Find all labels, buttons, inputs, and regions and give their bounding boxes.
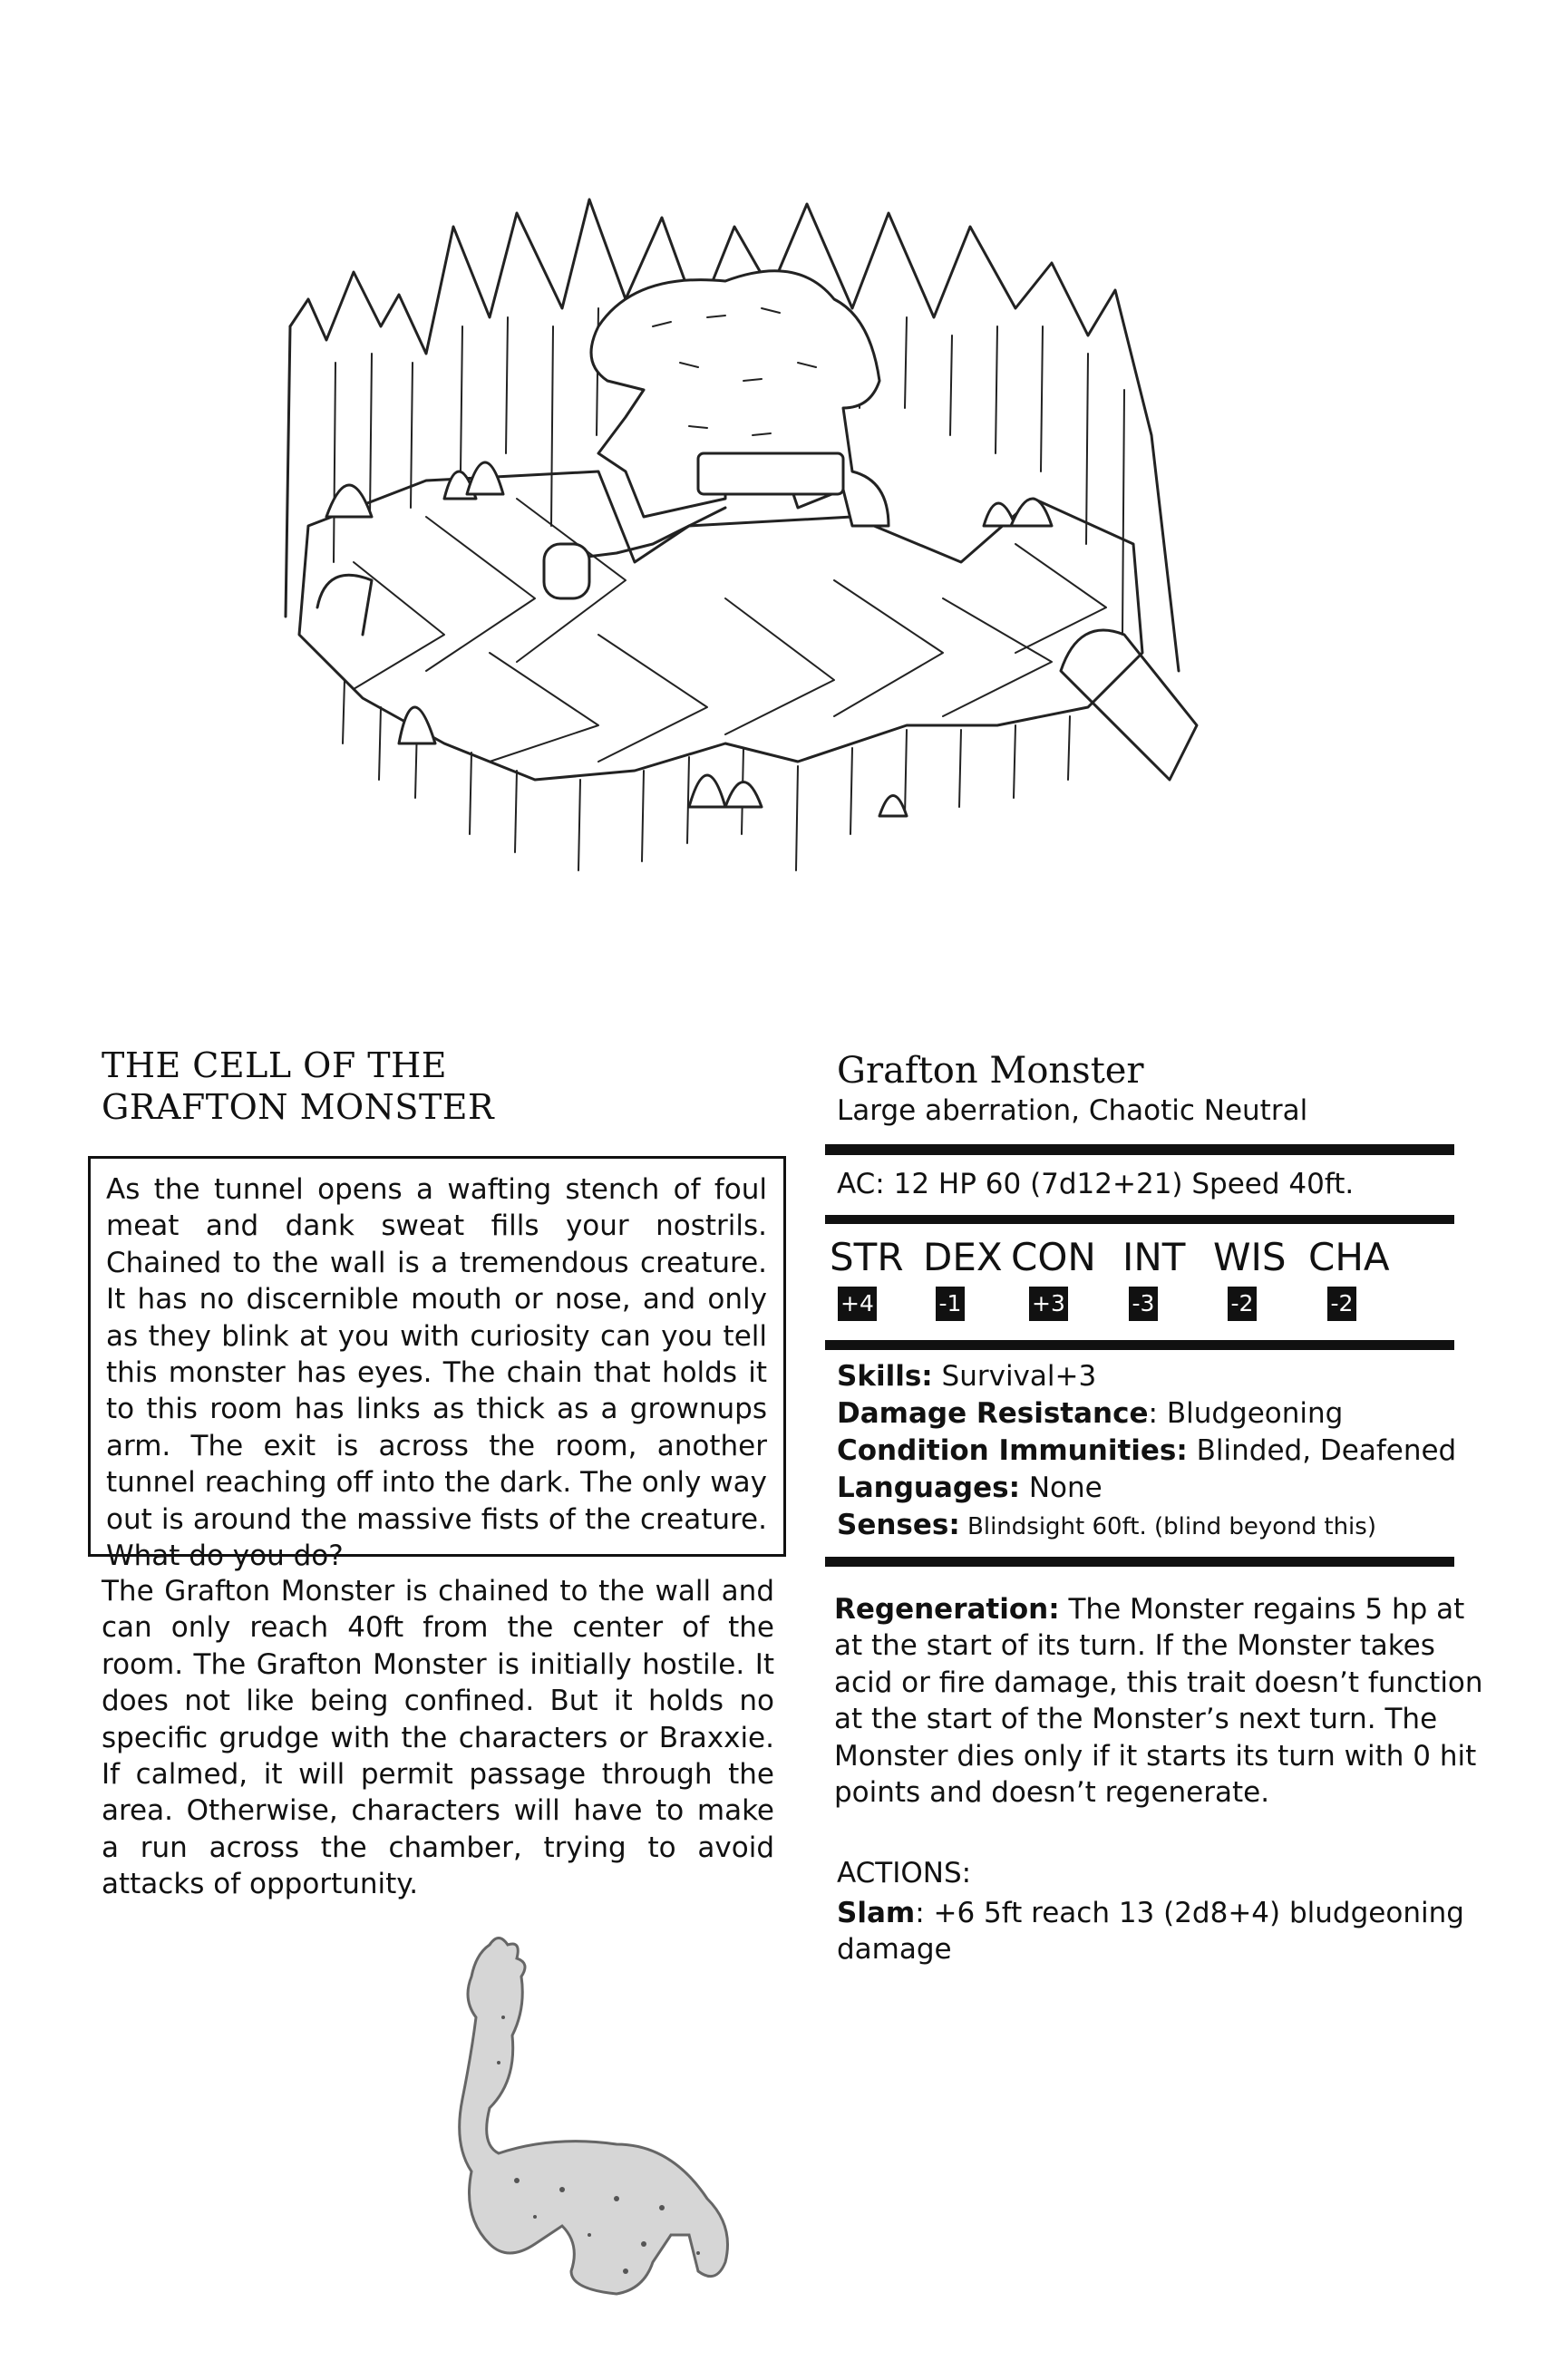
- divider-rule: [825, 1215, 1454, 1224]
- ac-hp-speed-line: AC: 12 HP 60 (7d12+21) Speed 40ft.: [837, 1168, 1355, 1200]
- ability-label-dex: DEX: [923, 1235, 1003, 1279]
- slam-label: Slam: [837, 1897, 916, 1929]
- damage-resistance-line: [837, 1397, 1343, 1430]
- read-aloud-box: [88, 1156, 786, 1573]
- ability-mod-wis: -2: [1228, 1287, 1257, 1321]
- skills-line: [837, 1360, 1096, 1393]
- monster-type: Large aberration, Chaotic Neutral: [837, 1094, 1308, 1127]
- skills-label: Skills:: [837, 1360, 933, 1393]
- condition-immunities-line: [837, 1434, 1456, 1467]
- ability-mod-con: +3: [1029, 1287, 1068, 1321]
- senses-line: [837, 1509, 1376, 1541]
- section-title-line: THE CELL OF THE: [102, 1045, 447, 1085]
- ability-mod-str: +4: [838, 1287, 877, 1321]
- section-title-line: GRAFTON MONSTER: [102, 1087, 495, 1127]
- senses-value: Blindsight 60ft. (blind beyond this): [959, 1513, 1376, 1540]
- ability-label-int: INT: [1122, 1235, 1186, 1279]
- languages-value: None: [1019, 1472, 1103, 1504]
- divider-rule: [825, 1144, 1454, 1155]
- actions-heading: ACTIONS:: [837, 1857, 972, 1889]
- divider-rule: [825, 1340, 1454, 1350]
- ability-label-con: CON: [1011, 1235, 1096, 1279]
- ability-label-str: STR: [830, 1235, 904, 1279]
- regeneration-text: The Monster regains 5 hp at at the start of its turn. If the Monster takes acid or fire damage, this trait doesn’t function at the start of the Monster’s next turn. The Monster dies only if it starts its turn with 0 hit points and doesn’t regenerate.: [834, 1593, 1483, 1810]
- slam-action: [837, 1895, 1472, 1968]
- section-title: [102, 1044, 555, 1128]
- ability-label-wis: WIS: [1213, 1235, 1287, 1279]
- ability-mod-cha: -2: [1327, 1287, 1356, 1321]
- languages-line: [837, 1472, 1103, 1504]
- regeneration-label: Regeneration:: [834, 1593, 1060, 1626]
- languages-label: Languages:: [837, 1472, 1020, 1504]
- damage-resistance-label: Damage Resistance: [837, 1397, 1149, 1430]
- skills-value: Survival+3: [932, 1360, 1097, 1393]
- cave-cell-illustration: [218, 91, 1324, 952]
- gm-notes: The Grafton Monster is chained to the wall and can only reach 40ft from the center of the room. The Grafton Monster is initially hostile. It does not like being confined. But it holds no specific grudge with the characters or Braxxie. If calmed, it will permit passage through the area. Otherwise, characters will have to make a run across the chamber, trying to avoid attacks of opportunity.: [102, 1575, 774, 1901]
- ability-label-cha: CHA: [1308, 1235, 1390, 1279]
- read-aloud-text: As the tunnel opens a wafting stench of foul meat and dank sweat fills your nostrils. Chained to the wall is a tremendous creature. It has no discernible mouth or nose, and only as they blink at you with curiosity can you tell this monster has eyes. The chain that holds it to this room has links as thick as a grownups arm. The exit is across the room, another tunnel reaching off into the dark. The only way out is around the massive fists of the creature. What do you do?: [106, 1173, 767, 1573]
- condition-immunities-value: Blinded, Deafened: [1187, 1434, 1457, 1467]
- monster-name: Grafton Monster: [837, 1050, 1144, 1092]
- slam-text: : +6 5ft reach 13 (2d8+4) bludgeoning damage: [837, 1897, 1464, 1967]
- ability-mod-dex: -1: [936, 1287, 965, 1321]
- senses-label: Senses:: [837, 1509, 960, 1541]
- regeneration-trait: [834, 1591, 1487, 1811]
- ability-mod-int: -3: [1129, 1287, 1158, 1321]
- divider-rule: [825, 1557, 1454, 1567]
- condition-immunities-label: Condition Immunities:: [837, 1434, 1188, 1467]
- grafton-monster-sketch: [435, 1927, 780, 2307]
- damage-resistance-value: : Bludgeoning: [1148, 1397, 1344, 1430]
